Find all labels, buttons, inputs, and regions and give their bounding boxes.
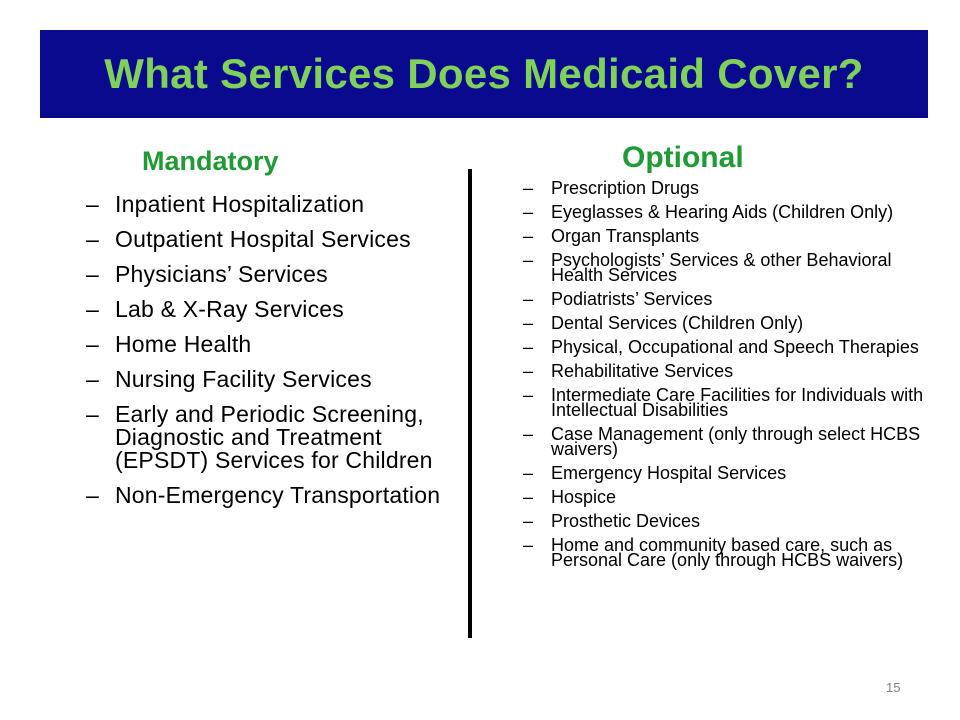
list-item (86, 484, 446, 507)
list-item (86, 193, 446, 216)
dash-bullet: – (523, 226, 534, 246)
item-text: Dental Services (Children Only) (551, 313, 804, 333)
dash-bullet: – (523, 424, 534, 444)
dash-bullet: – (86, 261, 99, 287)
dash-bullet: – (86, 366, 99, 392)
item-text: Prosthetic Devices (551, 511, 701, 531)
mandatory-list (86, 193, 446, 519)
list-item (86, 263, 446, 286)
item-text: Rehabilitative Services (551, 361, 734, 381)
item-text: Organ Transplants (551, 226, 700, 246)
dash-bullet: – (523, 463, 534, 483)
list-item (86, 368, 446, 391)
list-item (523, 226, 933, 246)
item-text: Outpatient Hospital Services (115, 226, 411, 252)
list-item (523, 202, 933, 222)
item-text: Home Health (115, 331, 252, 357)
dash-bullet: – (86, 191, 99, 217)
item-text: Lab & X-Ray Services (115, 296, 344, 322)
optional-heading: Optional (622, 141, 744, 174)
item-text: Case Management (only through select HCBS waivers) (551, 424, 921, 459)
column-divider (468, 169, 472, 638)
list-item (523, 178, 933, 198)
list-item (86, 228, 446, 251)
item-text: Eyeglasses & Hearing Aids (Children Only) (551, 202, 894, 222)
item-text: Emergency Hospital Services (551, 463, 787, 483)
dash-bullet: – (523, 487, 534, 507)
list-item (86, 298, 446, 321)
item-text: Early and Periodic Screening, Diagnostic and Treatment (EPSDT) Services for Children (115, 401, 433, 473)
dash-bullet: – (86, 331, 99, 357)
page-number: 15 (886, 680, 901, 695)
dash-bullet: – (86, 296, 99, 322)
dash-bullet: – (86, 401, 99, 427)
dash-bullet: – (523, 385, 534, 405)
list-item (523, 289, 933, 309)
dash-bullet: – (523, 289, 534, 309)
list-item (523, 487, 933, 507)
item-text: Physical, Occupational and Speech Therapies (551, 337, 919, 357)
item-text: Prescription Drugs (551, 178, 700, 198)
dash-bullet: – (523, 337, 534, 357)
optional-list (523, 178, 933, 577)
list-item (86, 333, 446, 356)
list-item (523, 424, 933, 459)
dash-bullet: – (523, 535, 534, 555)
list-item (523, 250, 933, 285)
dash-bullet: – (523, 313, 534, 333)
dash-bullet: – (523, 178, 534, 198)
list-item (523, 463, 933, 483)
dash-bullet: – (523, 361, 534, 381)
item-text: Inpatient Hospitalization (115, 191, 365, 217)
dash-bullet: – (86, 226, 99, 252)
item-text: Psychologists’ Services & other Behavioral Health Services (551, 250, 892, 285)
item-text: Home and community based care, such as Personal Care (only through HCBS waivers) (551, 535, 904, 570)
slide-title: What Services Does Medicaid Cover? (104, 50, 864, 97)
item-text: Physicians’ Services (115, 261, 328, 287)
list-item (523, 385, 933, 420)
dash-bullet: – (86, 482, 99, 508)
item-text: Hospice (551, 487, 617, 507)
mandatory-heading: Mandatory (142, 146, 279, 176)
item-text: Nursing Facility Services (115, 366, 372, 392)
item-text: Intermediate Care Facilities for Individuals with Intellectual Disabilities (551, 385, 924, 420)
list-item (523, 361, 933, 381)
dash-bullet: – (523, 202, 534, 222)
dash-bullet: – (523, 250, 534, 270)
item-text: Non-Emergency Transportation (115, 482, 441, 508)
list-item (523, 337, 933, 357)
list-item (523, 511, 933, 531)
list-item (523, 313, 933, 333)
list-item (86, 403, 446, 472)
item-text: Podiatrists’ Services (551, 289, 713, 309)
dash-bullet: – (523, 511, 534, 531)
title-bar (40, 30, 928, 118)
list-item (523, 535, 933, 570)
